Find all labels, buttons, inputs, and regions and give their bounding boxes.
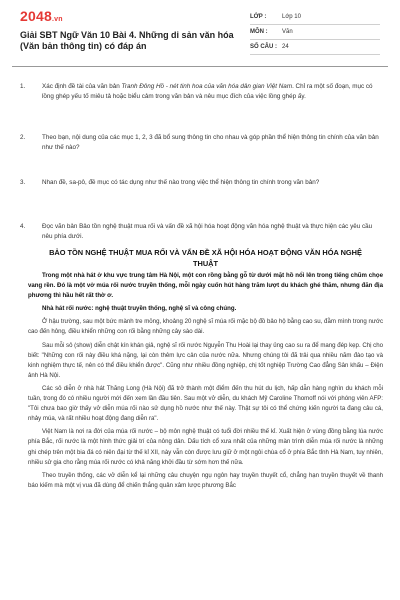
article-title: BẢO TỒN NGHỆ THUẬT MUA RỐI VÀ VẤN ĐỀ XÃ HỘI HÓA HOẠT ĐỘNG VĂN HÓA NGHỆ THUẬT (49, 248, 362, 268)
article-paragraph: Việt Nam là nơi ra đời của múa rối nước – bộ môn nghệ thuật có tuổi đời nhiều thế kỉ. Xuất hiện ở vùng đồng bằng lúa nước phía Bắc, rối nước là một hình thức giải trí của nông dân. Dấu tích cổ xưa nhất của những màn trình diễn múa rối nước là những ghi chép trên một bia đá có niên đại từ thế kỉ XII, này vẫn còn được lưu giữ ở một ngôi chùa cổ ở phía Bắc tỉnh Hà Nam, tuy nhiên, nhiều sử gia cho rằng múa rối nước có khả năng khởi đầu từ sớm hơn thế nữa. (28, 428, 383, 466)
meta-key: SỐ CÂU : (250, 44, 277, 50)
meta-row-count (250, 40, 380, 55)
logo-suffix: .vn (51, 16, 63, 23)
meta-key: LỚP : (250, 14, 267, 20)
article-paragraph: Theo truyền thống, các vở diễn kể lại những câu chuyện ngụ ngôn hay truyền thuyết cổ, chẳng hạn truyền thuyết về thanh báo kiếm mà một vị vua đã dùng để chiến thắng quân xâm lược phương Bắc (28, 471, 383, 489)
meta-key: MÔN : (250, 29, 268, 35)
site-logo[interactable] (20, 8, 63, 24)
question-text: Nhan đề, sa-pô, đề mục có tác dụng như thế nào trong việc thể hiện thông tin chính trong văn bản? (42, 179, 320, 186)
article-paragraph: Sau mỗi sô (show) diễn chật kín khán giả, nghệ sĩ rối nước Nguyễn Thu Hoài lại thay ủng cao su ra để mang đép kẹp. Chị cho biết: "Những con rối này điều khá nặng, lại còn thêm lực cản của nước nữa. Nhưng chúng tôi đã trải qua nhiều năm đào tạo và kinh nghiệm thực tế, nên có thể điều khiển được". Cũng như nhiều đồng nghiệp, chị tốt nghiệp Trường Cao đẳng Sân khấu – Điện ảnh Hà Nội. (28, 341, 383, 379)
question-text: Theo bạn, nội dung của các mục 1, 2, 3 đã bổ sung thông tin cho nhau và góp phần thể hiện thông tin chính của văn bản như thế nào? (42, 134, 379, 152)
question-number: 3. (20, 179, 26, 186)
question-text: Đọc văn bản Bảo tồn nghệ thuật mua rối và vấn đề xã hội hóa hoạt động văn hóa nghệ thuật và thực hiện các yêu cầu nêu phía dưới. (42, 223, 373, 241)
article-paragraph: Các sô diễn ở nhà hát Thăng Long (Hà Nội) đã trở thành một điểm đến thu hút du lịch, hấp dẫn hàng nghìn du khách mỗi tuần, trong đó có nhiều người mới đến xem lần đầu tiên. Sau một vở diễn, du khách Mỹ Caroline Thomoff nói với phóng viên AFP: "Tôi chưa bao giờ thấy vở diễn múa rối nào sử dụng hồ nước như thế này. Thật sự tôi có thể chứng kiến người ta đang câu cá, nhảy múa, và rất nhiều hoạt động đang diễn ra". (28, 384, 383, 423)
question-number: 4. (20, 223, 26, 230)
meta-row-class (250, 10, 380, 25)
meta-value: Lớp 10 (282, 14, 301, 20)
article-subheading: Nhà hát rối nước: nghệ thuật truyền thống, nghệ sĩ và công chúng. (42, 305, 237, 313)
question-text-italic: Tranh Đông Hồ - nét tinh hoa của văn hóa dân gian Việt Nam (121, 83, 293, 90)
question-2 (20, 133, 380, 153)
question-number: 1. (20, 83, 26, 90)
question-1 (20, 82, 380, 102)
document-title: Giải SBT Ngữ Văn 10 Bài 4. Những di sản văn hóa (Văn bản thông tin) có đáp án (20, 30, 234, 51)
article (28, 248, 383, 494)
meta-value: Văn (282, 29, 293, 35)
question-3 (20, 178, 380, 188)
logo-main: 2048 (20, 8, 52, 24)
meta-table (250, 10, 380, 55)
question-text-part: Xác định đề tài của văn bản (42, 83, 122, 90)
meta-value: 24 (282, 44, 289, 50)
article-lead: Trong một nhà hát ở khu vực trung tâm Hà Nội, một con rồng bằng gỗ từ dưới mặt hồ nổi lên trong tiếng chũm chọe vang rền. Đó là một vở múa rối nước truyền thống, mỗi ngày cuốn hút hàng trăm lượt du khách ghé thăm, nhưng đăn địa phương thì hầu hết rất thờ ơ. (28, 272, 383, 300)
header-divider (12, 66, 388, 67)
question-number: 2. (20, 134, 26, 141)
meta-row-subject (250, 25, 380, 40)
question-text (42, 82, 380, 102)
question-4 (20, 222, 380, 242)
article-paragraph: Ở hậu trường, sau một bức mành tre mỏng, khoảng 20 nghệ sĩ múa rối mặc bộ đồ bảo hộ bằng cao su, đằm mình trong nước cao đến hông, điều khiển những con rối bằng những cây sào dài. (28, 318, 383, 336)
question-text-part: . Chỉ ra một số đoạn, mục có lồng ghép yếu tố miêu tả hoặc biểu cảm trong văn bản và nêu mục đích của việc lồng ghép ấy. (42, 83, 373, 101)
